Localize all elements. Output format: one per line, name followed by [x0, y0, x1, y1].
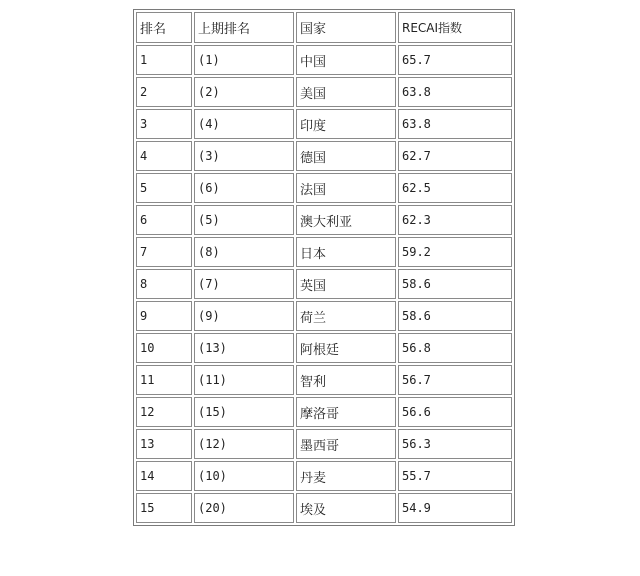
table-row [136, 77, 512, 107]
header-country: 国家 [296, 12, 396, 43]
recai-index-cell: 56.6 [398, 397, 512, 427]
recai-index-cell: 58.6 [398, 301, 512, 331]
recai-index-cell: 56.3 [398, 429, 512, 459]
previous-rank-cell: (5) [194, 205, 294, 235]
rank-cell: 7 [136, 237, 192, 267]
previous-rank-cell: (8) [194, 237, 294, 267]
country-cell: 智利 [296, 365, 396, 395]
table-row [136, 333, 512, 363]
country-cell: 埃及 [296, 493, 396, 523]
rank-cell: 4 [136, 141, 192, 171]
header-recai-index: RECAI指数 [398, 12, 512, 43]
rank-cell: 6 [136, 205, 192, 235]
previous-rank-cell: (10) [194, 461, 294, 491]
table-row [136, 45, 512, 75]
rank-cell: 11 [136, 365, 192, 395]
previous-rank-cell: (6) [194, 173, 294, 203]
table-row [136, 141, 512, 171]
rank-cell: 5 [136, 173, 192, 203]
country-cell: 中国 [296, 45, 396, 75]
table-row [136, 461, 512, 491]
recai-index-cell: 58.6 [398, 269, 512, 299]
previous-rank-cell: (15) [194, 397, 294, 427]
previous-rank-cell: (3) [194, 141, 294, 171]
recai-index-cell: 65.7 [398, 45, 512, 75]
rank-cell: 9 [136, 301, 192, 331]
country-cell: 英国 [296, 269, 396, 299]
recai-index-cell: 62.5 [398, 173, 512, 203]
country-cell: 摩洛哥 [296, 397, 396, 427]
previous-rank-cell: (4) [194, 109, 294, 139]
previous-rank-cell: (9) [194, 301, 294, 331]
recai-index-cell: 56.8 [398, 333, 512, 363]
recai-index-cell: 62.7 [398, 141, 512, 171]
recai-index-cell: 62.3 [398, 205, 512, 235]
table-header-row [136, 12, 512, 43]
previous-rank-cell: (13) [194, 333, 294, 363]
table-row [136, 237, 512, 267]
previous-rank-cell: (7) [194, 269, 294, 299]
recai-index-cell: 56.7 [398, 365, 512, 395]
table-row [136, 301, 512, 331]
previous-rank-cell: (11) [194, 365, 294, 395]
recai-index-cell: 59.2 [398, 237, 512, 267]
header-rank: 排名 [136, 12, 192, 43]
table-row [136, 493, 512, 523]
rank-cell: 12 [136, 397, 192, 427]
rank-cell: 13 [136, 429, 192, 459]
country-cell: 印度 [296, 109, 396, 139]
table-row [136, 365, 512, 395]
table-row [136, 429, 512, 459]
previous-rank-cell: (1) [194, 45, 294, 75]
table-body [136, 12, 512, 523]
table-row [136, 173, 512, 203]
table-row [136, 109, 512, 139]
recai-index-cell: 55.7 [398, 461, 512, 491]
rank-cell: 14 [136, 461, 192, 491]
ranking-table [133, 9, 515, 526]
country-cell: 法国 [296, 173, 396, 203]
rank-cell: 1 [136, 45, 192, 75]
country-cell: 美国 [296, 77, 396, 107]
country-cell: 澳大利亚 [296, 205, 396, 235]
previous-rank-cell: (20) [194, 493, 294, 523]
header-previous-rank: 上期排名 [194, 12, 294, 43]
table-row [136, 269, 512, 299]
country-cell: 丹麦 [296, 461, 396, 491]
recai-index-cell: 63.8 [398, 77, 512, 107]
recai-index-cell: 54.9 [398, 493, 512, 523]
country-cell: 墨西哥 [296, 429, 396, 459]
recai-index-cell: 63.8 [398, 109, 512, 139]
rank-cell: 2 [136, 77, 192, 107]
country-cell: 日本 [296, 237, 396, 267]
previous-rank-cell: (2) [194, 77, 294, 107]
rank-cell: 8 [136, 269, 192, 299]
previous-rank-cell: (12) [194, 429, 294, 459]
table-row [136, 397, 512, 427]
country-cell: 阿根廷 [296, 333, 396, 363]
country-cell: 德国 [296, 141, 396, 171]
country-cell: 荷兰 [296, 301, 396, 331]
rank-cell: 3 [136, 109, 192, 139]
table-row [136, 205, 512, 235]
rank-cell: 15 [136, 493, 192, 523]
rank-cell: 10 [136, 333, 192, 363]
